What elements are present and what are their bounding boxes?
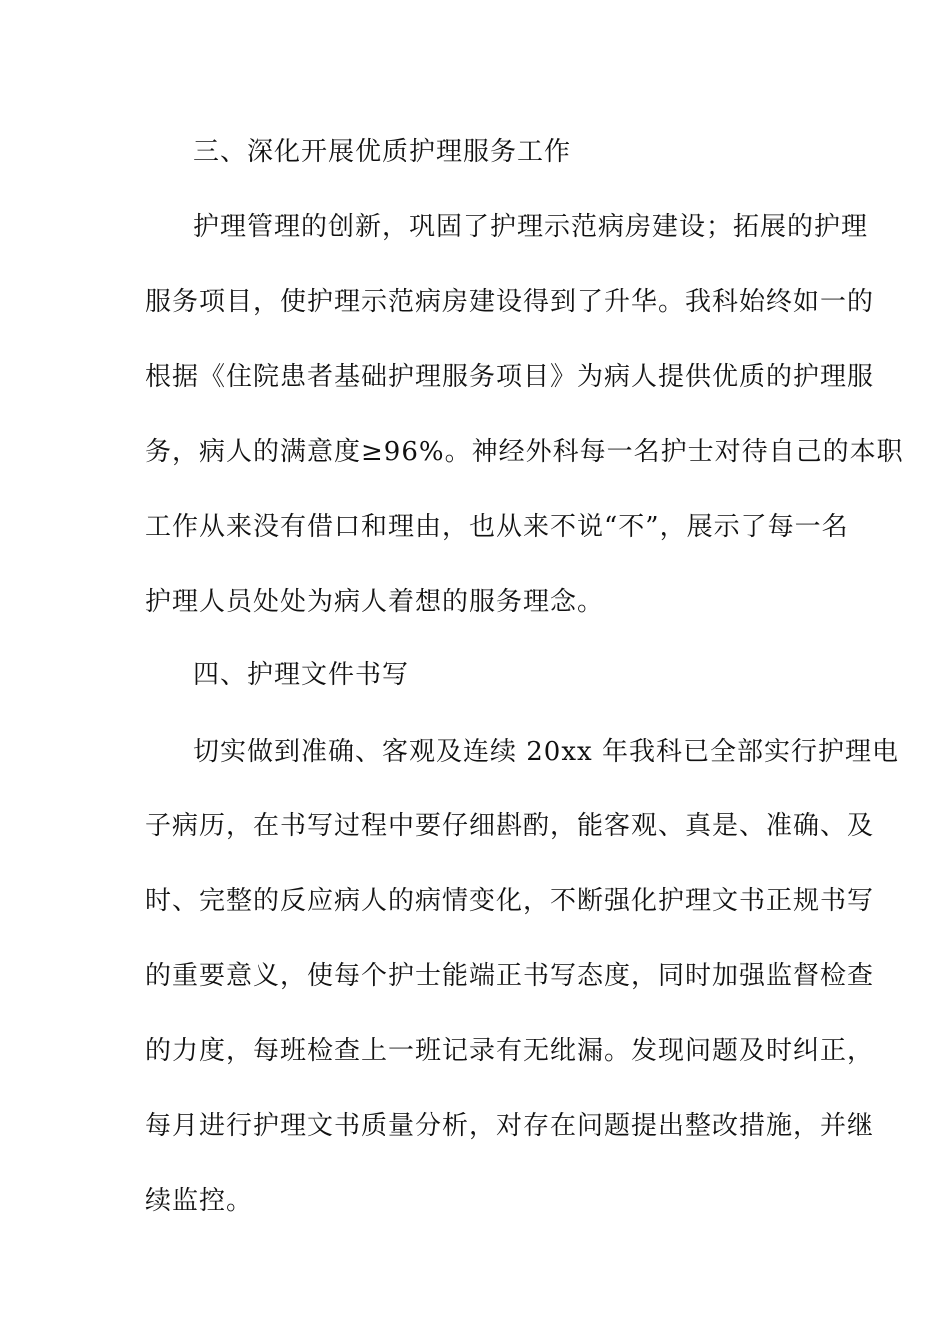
paragraph-line bbox=[0, 585, 950, 619]
line-text: 切实做到准确、客观及连续 20xx 年我科已全部实行护理电 bbox=[193, 737, 899, 767]
paragraph-line bbox=[0, 510, 950, 544]
section-heading-3 bbox=[0, 135, 950, 169]
line-text: 护理人员处处为病人着想的服务理念。 bbox=[145, 587, 605, 617]
line-text: 续监控。 bbox=[145, 1186, 254, 1216]
paragraph-line bbox=[0, 210, 950, 244]
line-text: 每月进行护理文书质量分析，对存在问题提出整改措施，并继 bbox=[145, 1111, 875, 1141]
section-heading-4 bbox=[0, 658, 950, 692]
heading-text: 三、深化开展优质护理服务工作 bbox=[193, 137, 572, 167]
line-text: 的重要意义，使每个护士能端正书写态度，同时加强监督检查 bbox=[145, 961, 875, 991]
line-text: 服务项目，使护理示范病房建设得到了升华。我科始终如一的 bbox=[145, 287, 875, 317]
heading-text: 四、护理文件书写 bbox=[193, 660, 410, 690]
paragraph-line bbox=[0, 360, 950, 394]
line-text: 务，病人的满意度≥96%。神经外科每一名护士对待自己的本职 bbox=[145, 437, 904, 467]
line-text: 工作从来没有借口和理由，也从来不说“不”，展示了每一名 bbox=[145, 512, 849, 542]
paragraph-line bbox=[0, 884, 950, 918]
line-text: 根据《住院患者基础护理服务项目》为病人提供优质的护理服 bbox=[145, 362, 875, 392]
line-text: 时、完整的反应病人的病情变化，不断强化护理文书正规书写 bbox=[145, 886, 875, 916]
paragraph-line bbox=[0, 1184, 950, 1218]
paragraph-line bbox=[0, 1109, 950, 1143]
line-text: 护理管理的创新，巩固了护理示范病房建设；拓展的护理 bbox=[193, 212, 869, 242]
paragraph-line bbox=[0, 959, 950, 993]
paragraph-line bbox=[0, 285, 950, 319]
paragraph-line bbox=[0, 735, 950, 769]
line-text: 子病历，在书写过程中要仔细斟酌，能客观、真是、准确、及 bbox=[145, 811, 875, 841]
line-text: 的力度，每班检查上一班记录有无纰漏。发现问题及时纠正， bbox=[145, 1036, 875, 1066]
paragraph-line bbox=[0, 1034, 950, 1068]
paragraph-line bbox=[0, 809, 950, 843]
paragraph-line bbox=[0, 435, 950, 469]
